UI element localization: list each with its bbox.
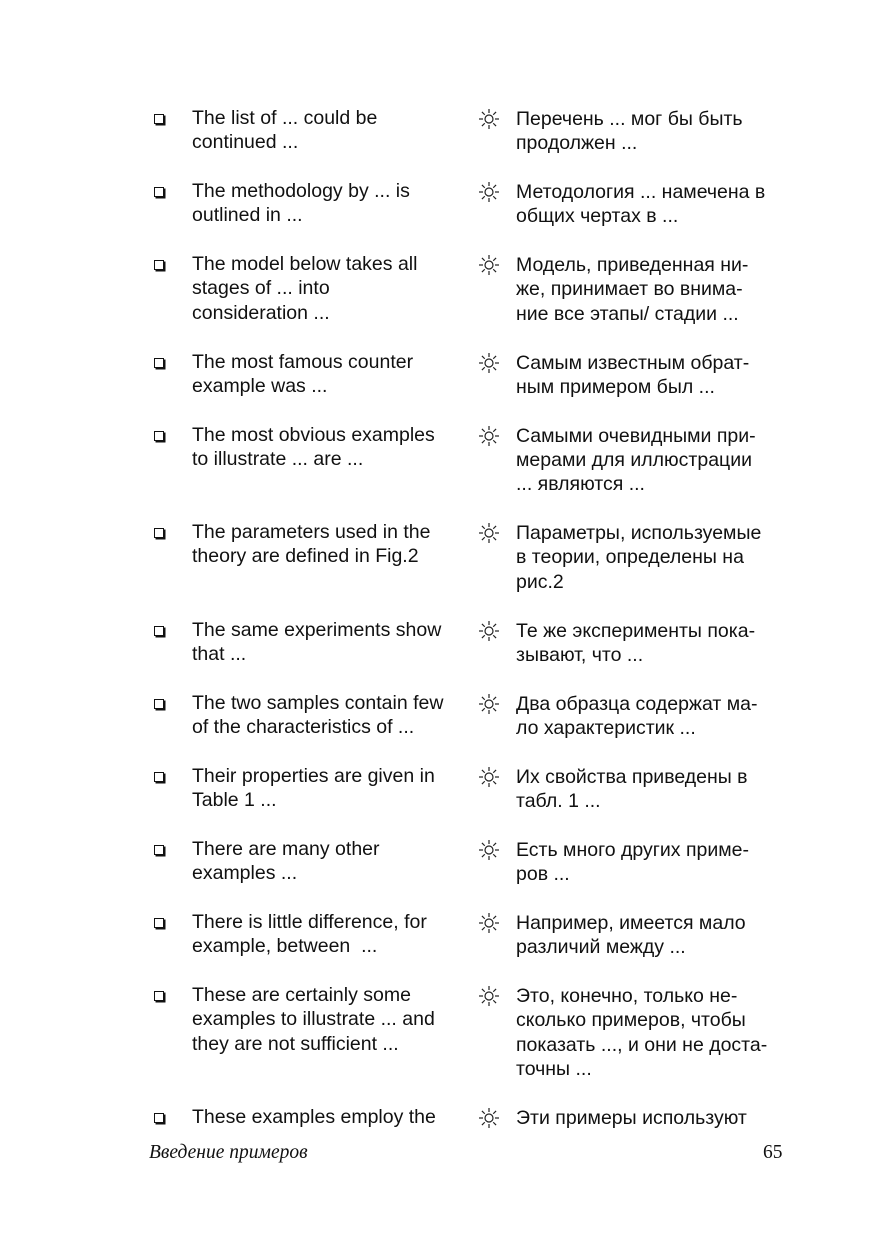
- english-phrase-line: continued ...: [192, 131, 299, 154]
- russian-translation: [516, 838, 788, 887]
- sun-bullet-icon: [477, 984, 501, 1008]
- checkbox-bullet-icon: [154, 528, 166, 540]
- russian-translation-line: Эти примеры используют: [516, 1106, 747, 1129]
- running-title: Введение примеров: [149, 1142, 308, 1163]
- sun-bullet-icon: [477, 253, 501, 277]
- russian-translation-line: Методология ... намечена в: [516, 181, 766, 204]
- sun-bullet-icon: [477, 765, 501, 789]
- english-phrase: [192, 764, 472, 813]
- english-phrase-line: The two samples contain few: [192, 691, 444, 714]
- english-phrase-line: The list of ... could be: [192, 107, 378, 129]
- russian-translation-line: продолжен ...: [516, 132, 638, 155]
- checkbox-bullet-icon: [154, 187, 166, 199]
- russian-translation-line: табл. 1 ...: [516, 789, 601, 812]
- russian-translation-line: ... являются ...: [516, 473, 645, 496]
- russian-translation: [516, 253, 788, 326]
- russian-translation-line: Самыми очевидными при-: [516, 424, 756, 447]
- english-phrase: [192, 618, 472, 667]
- russian-translation-line: мерами для иллюстрации: [516, 448, 752, 471]
- sun-bullet-icon: [477, 107, 501, 131]
- russian-translation-line: Те же эксперименты пока-: [516, 619, 756, 642]
- sun-bullet-icon: [477, 1106, 501, 1130]
- english-phrase-line: There are many other: [192, 837, 380, 860]
- english-phrase: [192, 520, 472, 569]
- english-phrase-line: There is little difference, for: [192, 910, 427, 933]
- english-phrase-line: outlined in ...: [192, 204, 303, 227]
- russian-translation-line: показать ..., и они не доста-: [516, 1033, 768, 1056]
- russian-translation-line: ние все этапы/ стадии ...: [516, 302, 739, 325]
- english-phrase-line: The most obvious examples: [192, 423, 435, 446]
- russian-translation-line: Перечень ... мог бы быть: [516, 108, 743, 130]
- english-phrase-line: that ...: [192, 642, 247, 665]
- russian-translation-line: ров ...: [516, 863, 570, 886]
- english-phrase-line: examples to illustrate ... and: [192, 1008, 435, 1031]
- checkbox-bullet-icon: [154, 626, 166, 638]
- checkbox-bullet-icon: [154, 114, 166, 126]
- english-phrase: [192, 983, 472, 1056]
- checkbox-bullet-icon: [154, 772, 166, 784]
- russian-translation-line: сколько примеров, чтобы: [516, 1009, 746, 1032]
- sun-bullet-icon: [477, 692, 501, 716]
- sun-bullet-icon: [477, 424, 501, 448]
- sun-bullet-icon: [477, 351, 501, 375]
- english-phrase-line: theory are defined in Fig.2: [192, 545, 419, 568]
- russian-translation-line: ным примером был ...: [516, 375, 715, 398]
- sun-bullet-icon: [477, 521, 501, 545]
- checkbox-bullet-icon: [154, 358, 166, 370]
- russian-translation: [516, 1106, 788, 1130]
- english-phrase: [192, 837, 472, 886]
- english-phrase-line: The methodology by ... is: [192, 180, 410, 203]
- english-phrase: [192, 910, 472, 959]
- russian-translation-line: Самым известным обрат-: [516, 351, 750, 374]
- english-phrase-line: example, between ...: [192, 935, 378, 958]
- checkbox-bullet-icon: [154, 991, 166, 1003]
- english-phrase-line: The most famous counter: [192, 350, 414, 373]
- checkbox-bullet-icon: [154, 699, 166, 711]
- english-phrase-line: stages of ... into: [192, 277, 330, 300]
- sun-bullet-icon: [477, 838, 501, 862]
- english-phrase-line: consideration ...: [192, 301, 330, 324]
- english-phrase-line: to illustrate ... are ...: [192, 447, 364, 470]
- russian-translation-line: различий между ...: [516, 936, 686, 959]
- russian-translation: [516, 765, 788, 814]
- russian-translation-line: Например, имеется мало: [516, 911, 746, 934]
- english-phrase-line: examples ...: [192, 862, 298, 885]
- russian-translation-line: Модель, приведенная ни-: [516, 254, 749, 277]
- english-phrase: [192, 106, 472, 155]
- russian-translation: [516, 619, 788, 668]
- english-phrase-line: Table 1 ...: [192, 788, 277, 811]
- checkbox-bullet-icon: [154, 918, 166, 930]
- russian-translation: [516, 424, 788, 497]
- sun-bullet-icon: [477, 619, 501, 643]
- russian-translation-line: Это, конечно, только не-: [516, 985, 738, 1007]
- checkbox-bullet-icon: [154, 431, 166, 443]
- english-phrase-line: they are not sufficient ...: [192, 1032, 399, 1055]
- page-footer: [0, 1142, 872, 1170]
- russian-translation-line: точны ...: [516, 1057, 592, 1080]
- sun-bullet-icon: [477, 180, 501, 204]
- russian-translation: [516, 521, 788, 594]
- russian-translation: [516, 351, 788, 400]
- english-phrase-line: Their properties are given in: [192, 764, 435, 787]
- russian-translation-line: в теории, определены на: [516, 546, 744, 569]
- english-phrase-line: The parameters used in the: [192, 521, 431, 544]
- english-phrase-line: These examples employ the: [192, 1105, 436, 1128]
- english-phrase: [192, 423, 472, 472]
- russian-translation: [516, 107, 788, 156]
- english-phrase: [192, 1105, 472, 1129]
- russian-translation-line: общих чертах в ...: [516, 205, 679, 228]
- russian-translation-line: же, принимает во внима-: [516, 278, 743, 301]
- russian-translation-line: ло характеристик ...: [516, 716, 696, 739]
- sun-bullet-icon: [477, 911, 501, 935]
- russian-translation-line: зывают, что ...: [516, 643, 644, 666]
- russian-translation-line: рис.2: [516, 570, 564, 593]
- russian-translation-line: Есть много других приме-: [516, 838, 749, 861]
- english-phrase: [192, 350, 472, 399]
- english-phrase-line: The same experiments show: [192, 618, 442, 641]
- russian-translation: [516, 692, 788, 741]
- english-phrase: [192, 179, 472, 228]
- checkbox-bullet-icon: [154, 260, 166, 272]
- english-phrase: [192, 691, 472, 740]
- russian-translation: [516, 180, 788, 229]
- russian-translation: [516, 911, 788, 960]
- english-phrase-line: These are certainly some: [192, 984, 411, 1006]
- russian-translation-line: Параметры, используемые: [516, 522, 762, 545]
- checkbox-bullet-icon: [154, 845, 166, 857]
- english-phrase-line: of the characteristics of ...: [192, 715, 415, 738]
- russian-translation-line: Два образца содержат ма-: [516, 692, 758, 715]
- english-phrase-line: example was ...: [192, 374, 328, 397]
- checkbox-bullet-icon: [154, 1113, 166, 1125]
- english-phrase: [192, 252, 472, 325]
- russian-translation-line: Их свойства приведены в: [516, 765, 748, 788]
- russian-translation: [516, 984, 788, 1081]
- page-number: 65: [763, 1142, 783, 1163]
- english-phrase-line: The model below takes all: [192, 253, 418, 276]
